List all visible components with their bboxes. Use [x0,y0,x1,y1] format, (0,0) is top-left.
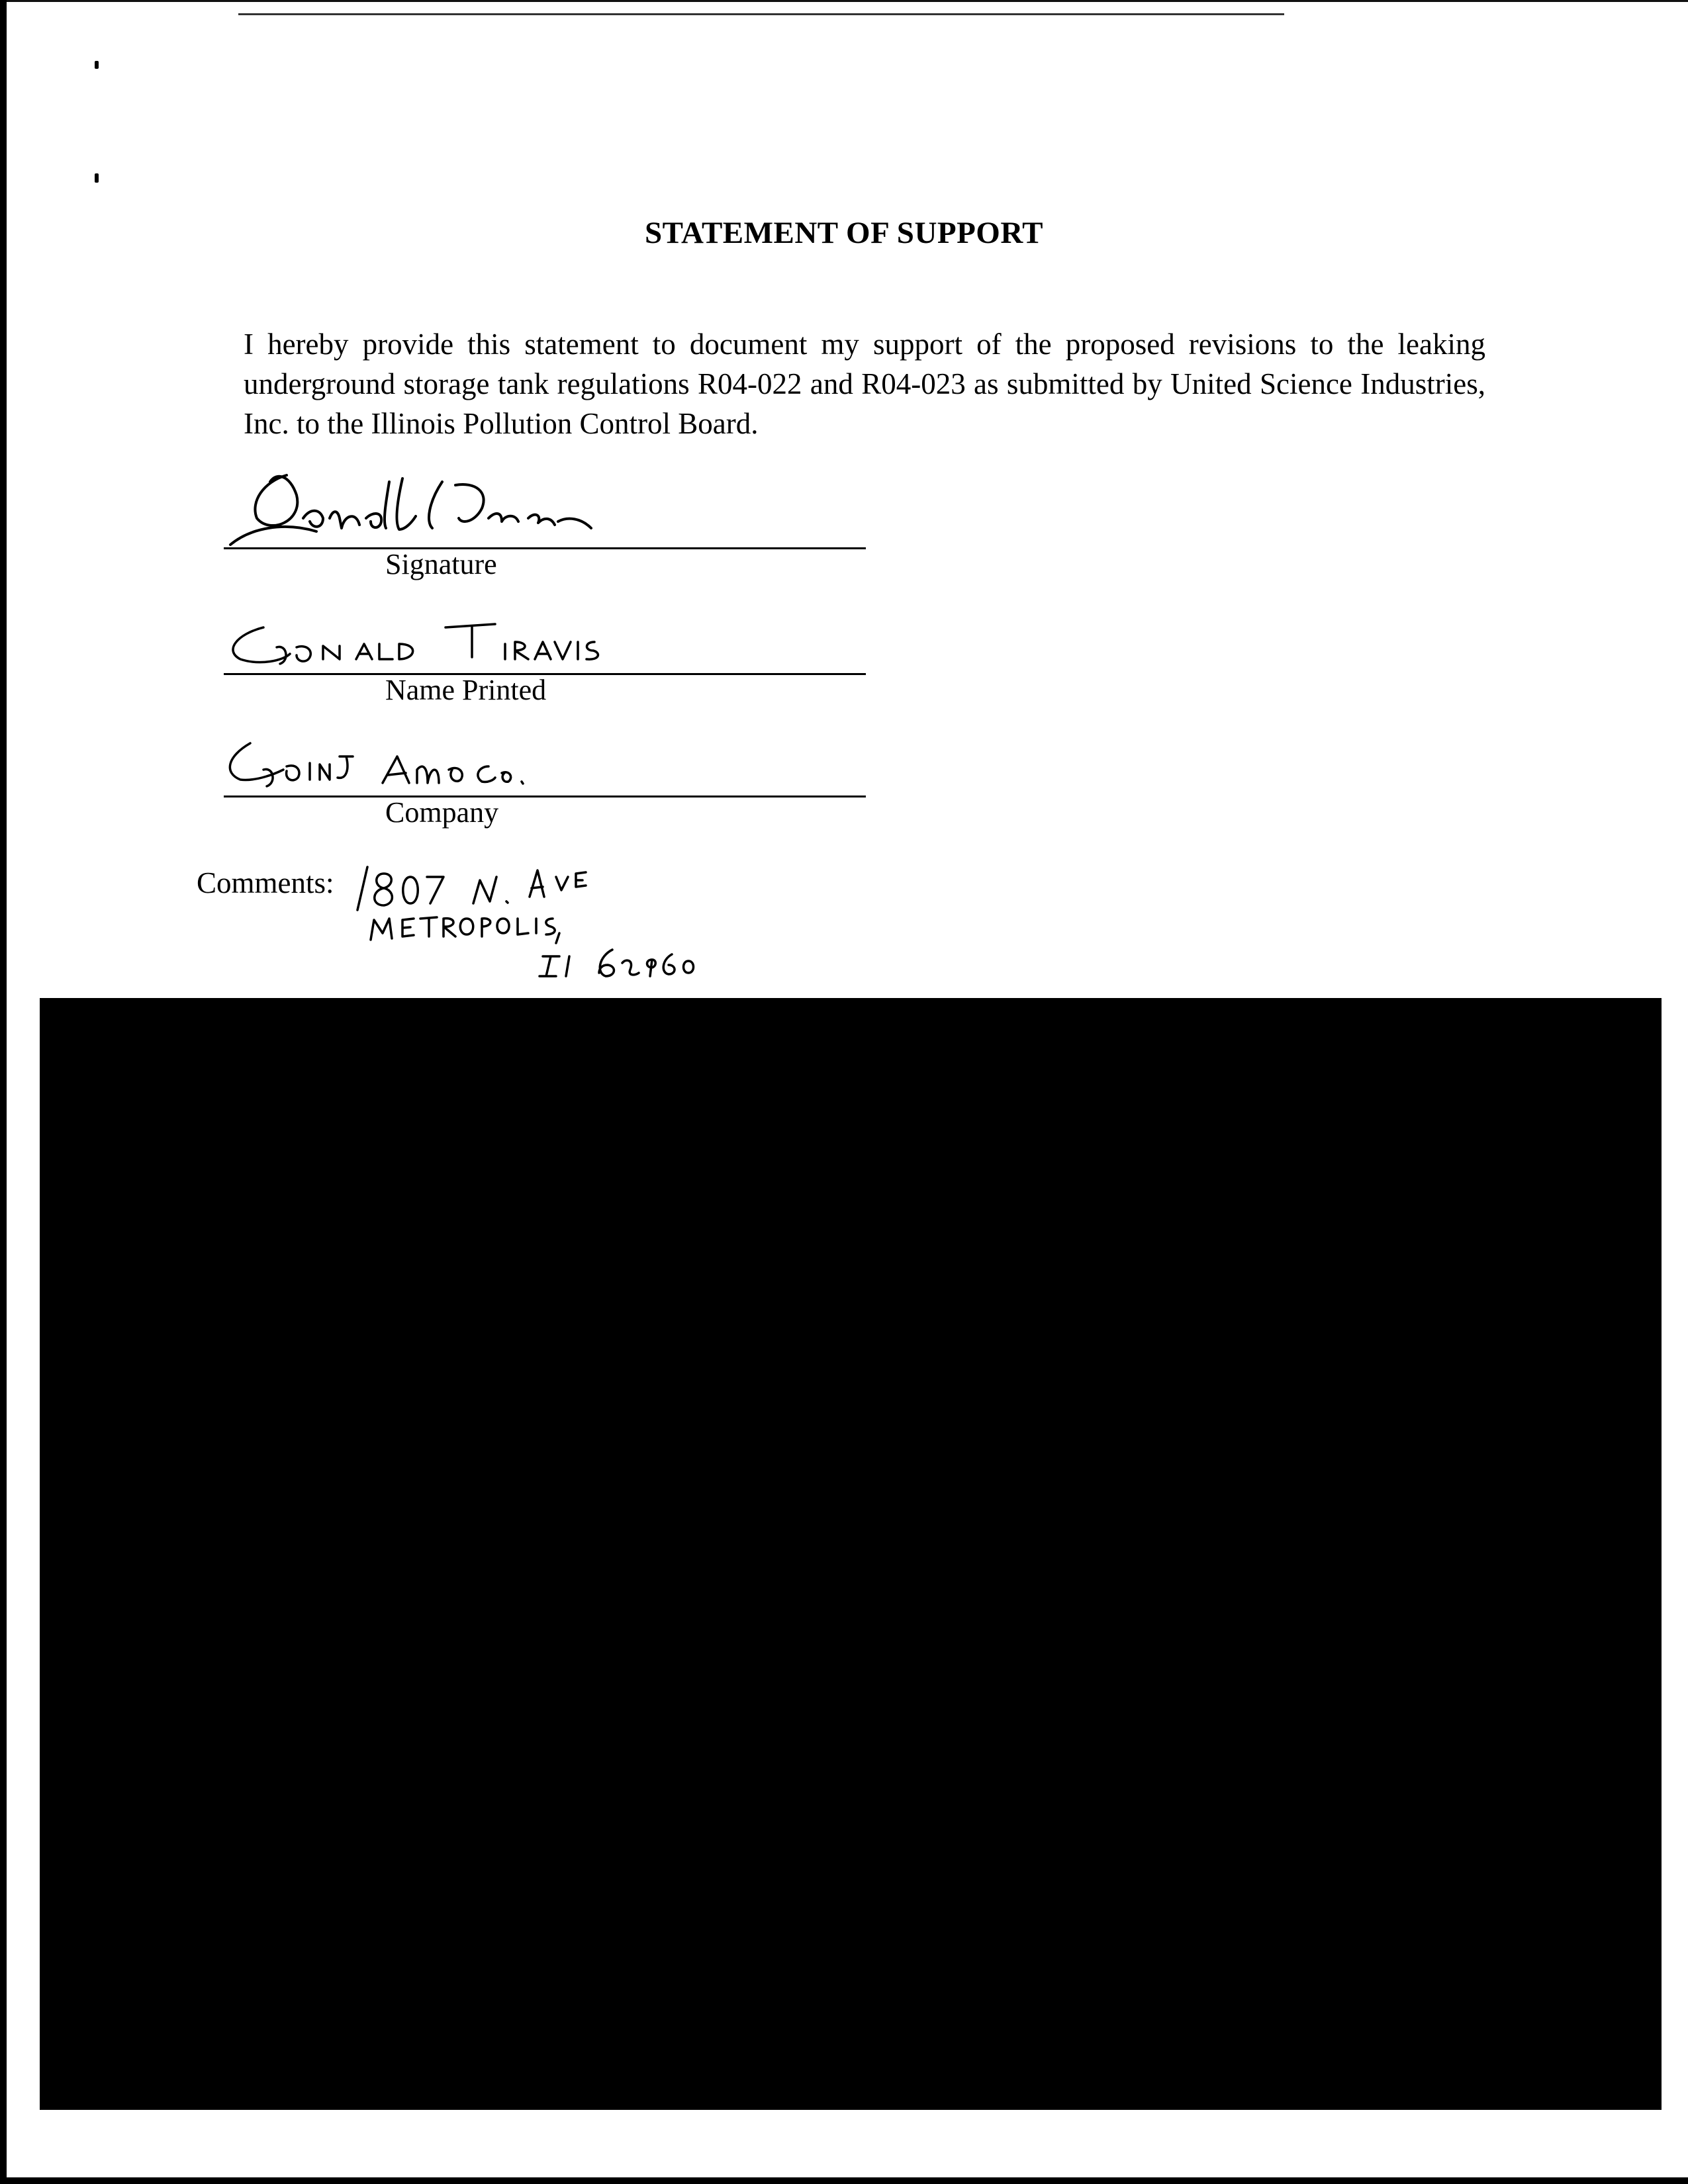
signature-line [224,547,866,549]
scan-edge-bottom [0,2177,1688,2184]
redaction-block [40,998,1662,2110]
redaction-edge [1635,998,1662,1058]
statement-paragraph: I hereby provide this statement to document my support of the proposed revisions to the leaking underground storage tank regulations R04-022 and R04-023 as submitted by United Science Industries, Inc. to the Illinois Pollution Control Board. [244,328,1485,440]
name-printed-handwriting [224,581,866,680]
signature-field [224,455,866,581]
scan-speck [95,61,99,69]
name-printed-label: Name Printed [385,674,547,706]
top-rule [238,13,1284,15]
signature-handwriting [224,455,866,555]
scan-speck [95,173,99,183]
scan-edge-top [7,0,1688,2]
document-title: STATEMENT OF SUPPORT [644,216,1044,250]
comments-handwriting [344,841,821,993]
company-line [224,796,866,797]
company-label: Company [385,796,499,829]
company-handwriting [224,704,866,803]
comments-label: Comments: [197,866,334,899]
signature-label: Signature [385,548,497,580]
name-printed-field [224,581,866,707]
company-field [224,704,866,829]
scan-edge-left [0,0,7,2184]
